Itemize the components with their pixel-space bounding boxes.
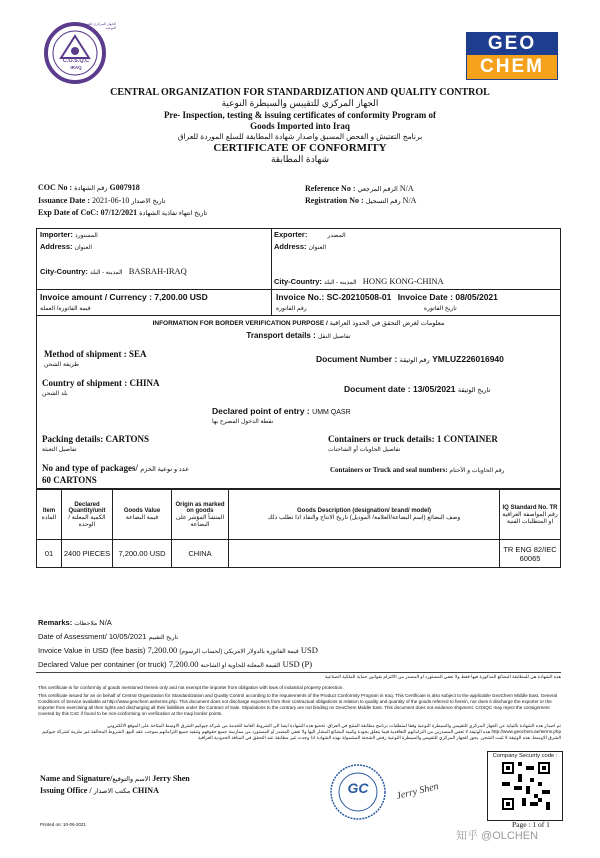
assessment-date-label: Date of Assessment/: [38, 632, 107, 641]
exporter-address-label-ar: العنوان: [308, 245, 326, 251]
col-value-label-ar: قيمة البضاعة: [125, 515, 159, 521]
cosqc-logo-country: IRAQ: [70, 65, 82, 70]
coc-number-label: COC No :: [38, 183, 73, 192]
border-verification-title: [36, 319, 561, 327]
invoice-usd-label: Invoice Value in USD (fee basis): [38, 646, 146, 655]
packing-details-line: [42, 434, 149, 444]
transport-details-line: [36, 331, 561, 340]
watermark-text: 知乎 @OLCHEN: [456, 830, 539, 842]
col-iq-label-ar: رقم المواصفة العراقية او المتطلبات الفنية: [502, 511, 558, 525]
issuance-date-label-ar: تاريخ الاصدار: [131, 198, 166, 205]
remarks-value: N/A: [99, 618, 112, 627]
page-number: Page : 1 of 1: [512, 820, 550, 829]
seal-numbers-label-ar: رقم الحاويات و الأختام: [449, 468, 505, 474]
row-iq-standard: TR ENG 82/IEC 60065: [500, 540, 561, 568]
expiry-date-line: [38, 208, 207, 217]
invoice-usd-line: [38, 645, 318, 655]
registration-number-label: Registration No :: [305, 196, 364, 205]
program-title-en-2: Goods Imported into Iraq: [250, 121, 350, 131]
packages-label-ar: عدد و نوعية الحزم: [140, 466, 190, 473]
importer-address-label: Address:: [40, 242, 73, 251]
packing-details-value: CARTONS: [105, 434, 150, 444]
geochem-logo: [466, 32, 558, 80]
containers-details-label-ar: تفاصيل الحاويات أو الشاحنات: [328, 447, 401, 453]
remarks-label: Remarks:: [38, 618, 73, 627]
shipment-method-label-ar: طريقة الشحن: [44, 362, 79, 368]
reference-number-label-ar: الرقم المرجعي: [357, 186, 398, 193]
certificate-title-en: CERTIFICATE OF CONFORMITY: [213, 142, 387, 154]
assessment-date-label-ar: تاريخ التقييم: [148, 635, 179, 641]
goods-table-header: [37, 490, 561, 540]
issuance-date-label: Issuance Date :: [38, 196, 90, 205]
issuance-date-line: [38, 196, 165, 205]
registration-number-line: [305, 196, 416, 205]
importer-label: Importer:: [40, 230, 73, 239]
program-title-ar: برنامج التفتيش و الفحص المسبق واصدار شهادة المطابقة للسلع الموردة للعراق: [177, 132, 423, 141]
exporter-address-label: Address:: [274, 242, 307, 251]
reference-number-line: [305, 184, 414, 193]
col-origin-label-ar: المنشأ المؤشر على البضاعة: [175, 514, 225, 528]
col-origin-header: [172, 490, 229, 540]
row-value: 7,200.00 USD: [113, 540, 172, 568]
border-verification-title-ar: معلومات لغرض التحقق في الحدود العراقية: [329, 320, 445, 327]
invoice-amount-label: Invoice amount / Currency :: [40, 292, 152, 302]
fine-print-arabic-2: تم اصدار هذه الشهادة بالنيابة عن الجهاز المركزي للتقييس والسيطرة النوعية وفقا لمتطلبات برنامج مطابقة المنتج في العراق. تخضع هذه الشهادة ايضا الى الشروط العامة للخدمة من شركة جيوكيم الشرق الاوسط المتاحة على الموقع الالكتروني http://www.geochem.ae/terms.php هذه الوثيقة لا تعفي المصدرين من التزاماتهم التعاقدية فيما يتعلق بجودة وكمية البضائع المشار اليها ولا تعفي المصدر او المستورد من ممارسة جميع حقوقهم وتنفيذ جميع التزاماتهم بموجب عقد البيع. الشروط المخالفة غير ملزمة لشركة جيوكيم الشرق الاوسط. هذه الوثيقة لا تثبت الشحن. يجوز للجهاز المركزي للتقييس والسيطرة النوعية رفض الشحنة المشمولة بهذه الشهادة اذا وجدت غير مطابقة عند التحقق في المنافذ الحدودية العراقية: [42, 723, 561, 740]
packing-details-label: Packing details:: [42, 434, 104, 444]
col-qty-label-ar: الكمية المعلنة / الوحدة: [68, 514, 106, 528]
shipment-country-value: CHINA: [129, 378, 160, 388]
exporter-city-label-ar: المدينه - البلد: [324, 280, 357, 286]
cosqc-logo-arabic: الجهاز المركزي للتقييس والسيطرة النوعية: [64, 22, 116, 30]
assessment-date-line: [38, 632, 178, 641]
security-code-label: Company Security code :: [492, 753, 558, 759]
org-title-ar: الجهاز المركزي للتقييس والسيطرة النوعية: [221, 98, 379, 108]
col-origin-label: Origin as marked on goods: [175, 501, 225, 514]
exporter-city-line: [274, 276, 444, 286]
containers-details-line: [328, 434, 498, 444]
geochem-logo-geo: GEO: [467, 33, 557, 55]
goods-table: [36, 489, 561, 568]
importer-label-ar: المستورد: [75, 233, 98, 239]
entry-point-label: Declared point of entry :: [212, 406, 310, 416]
containers-details-label: Containers or truck details:: [328, 434, 435, 444]
border-verification-title-en: INFORMATION FOR BORDER VERIFICATION PURPOSE /: [152, 320, 328, 327]
entry-point-value: UMM QASR: [312, 409, 351, 416]
program-title-en-1: Pre- Inspection, testing & issuing certificates of conformity Program of: [163, 110, 437, 120]
cosqc-logo: [34, 22, 116, 84]
issuing-office-line: [40, 786, 159, 795]
col-value-header: [113, 490, 172, 540]
document-date-line: [344, 384, 490, 394]
invoice-number-label-ar: رقم الفاتورة: [276, 306, 307, 312]
invoice-usd-label-ar: قيمة الفاتورة بالدولار الامريكي (لحساب الرسوم): [179, 649, 299, 655]
invoice-amount-label-ar: قيمة الفاتورة/ العملة: [40, 306, 91, 312]
declared-value-value: 7,200.00 USD (P): [168, 659, 313, 669]
coc-number-label-ar: رقم الشهادة: [74, 185, 108, 192]
issuing-office-label-ar: مكتب الاصدار: [93, 788, 131, 795]
printed-on-date: Printed on: 10-06-2021: [40, 822, 87, 827]
declared-value-line: [38, 659, 312, 669]
col-item-header: [37, 490, 62, 540]
exporter-city-label: City-Country:: [274, 277, 322, 286]
fine-print-english-1: This certificate is for conformity of goods mentioned therein only and not exempt the importer from obligation with lows of industrial property protection.: [38, 685, 344, 690]
company-stamp-mark: GC: [347, 780, 369, 796]
reference-number-value: N/A: [399, 184, 414, 193]
importer-city-value: BASRAH-IRAQ: [128, 266, 187, 276]
invoice-usd-value: 7,200.00 USD: [147, 645, 318, 655]
col-iq-label: IQ Standard No. TR: [502, 504, 558, 511]
entry-point-label-ar: نقطة الدخول المصرح بها: [212, 419, 274, 425]
remarks-label-ar: ملاحظات: [74, 621, 98, 627]
importer-line: [40, 230, 98, 239]
shipment-method-value: SEA: [129, 349, 147, 359]
exporter-line: [274, 230, 346, 239]
col-iq-header: [500, 490, 561, 540]
col-desc-header: [229, 490, 500, 540]
expiry-date-value: 07/12/2021: [100, 208, 138, 217]
containers-details-value: 1 CONTAINER: [436, 434, 498, 444]
row-origin: CHINA: [172, 540, 229, 568]
invoice-number-value: SC-20210508-01: [326, 292, 392, 302]
packages-value: 60 CARTONS: [42, 475, 97, 485]
expiry-date-label-ar: تاريخ انتهاء نفاذية الشهادة: [139, 210, 208, 217]
shipment-method-line: [44, 349, 147, 359]
invoice-amount-value: 7,200.00 USD: [154, 292, 208, 302]
importer-address-label-ar: العنوان: [74, 245, 92, 251]
exporter-address-line: [274, 242, 326, 251]
col-value-label: Goods Value: [123, 508, 161, 514]
importer-city-label-ar: المدينه - البلد: [90, 270, 123, 276]
qr-code-icon: [502, 762, 550, 810]
invoice-amount-line: [40, 292, 208, 302]
col-desc-label-ar: وصف البضائع (اسم البضاعة/العلامة/ الموديل) تاريخ الانتاج والنفاذ اذا تطلب ذلك: [267, 515, 461, 521]
document-number-label: Document Number :: [316, 354, 398, 364]
entry-point-line: [212, 406, 351, 416]
geochem-logo-chem: CHEM: [467, 55, 557, 79]
shipment-country-line: [42, 378, 160, 388]
packages-label: No and type of packages/: [42, 463, 139, 473]
packages-line: [42, 463, 189, 473]
assessment-date-value: 10/05/2021: [108, 632, 147, 641]
table-row: [37, 540, 561, 568]
invoice-date-label-ar: تاريخ الفاتورة: [424, 306, 457, 312]
declared-value-label: Declared Value per container (or truck): [38, 660, 167, 669]
signature-name-label: Name and Signature/: [40, 774, 113, 783]
col-desc-label: Goods Description (designation/ brand/ model): [296, 508, 431, 514]
document-number-line: [316, 354, 504, 364]
exporter-label: Exporter:: [274, 230, 308, 239]
invoice-number-line: [276, 292, 498, 302]
exporter-label-ar: المصدر: [327, 233, 346, 239]
document-date-label-ar: تاريخ الوثيقة: [457, 387, 491, 394]
coc-number-value: G007918: [109, 183, 140, 192]
signature-name-value: Jerry Shen: [152, 774, 190, 783]
document-date-label: Document date :: [344, 384, 411, 394]
row-qty: 2400 PIECES: [62, 540, 113, 568]
certificate-title-ar: شهادة المطابقة: [270, 154, 330, 164]
invoice-date-label: Invoice Date :: [397, 292, 453, 302]
issuing-office-value: CHINA: [132, 786, 159, 795]
seal-numbers-line: [330, 466, 504, 474]
divider-line: [36, 672, 561, 673]
col-item-label-ar: المادة: [41, 515, 57, 521]
exporter-city-value: HONG KONG-CHINA: [362, 276, 444, 286]
expiry-date-label: Exp Date of CoC:: [38, 208, 99, 217]
registration-number-label-ar: رقم التسجيل: [365, 198, 401, 205]
transport-details-label-ar: تفاصيل النقل: [318, 334, 351, 340]
importer-city-label: City-Country:: [40, 267, 88, 276]
col-qty-label: Declared Quantity/unit: [68, 501, 106, 514]
seal-numbers-label: Containers or Truck and seal numbers:: [330, 466, 448, 474]
row-description: [229, 540, 500, 568]
handwritten-signature: Jerry Shen: [395, 780, 440, 803]
row-item: 01: [37, 540, 62, 568]
importer-city-line: [40, 266, 187, 276]
declared-value-label-ar: القيمة المعلنة للحاوية او الشاحنة: [200, 663, 281, 669]
remarks-line: [38, 618, 112, 627]
importer-address-line: [40, 242, 92, 251]
shipment-method-label: Method of shipment :: [44, 349, 127, 359]
document-number-label-ar: رقم الوثيقة: [399, 357, 430, 364]
col-item-label: Item: [42, 508, 56, 514]
document-number-value: YMLUZ226016940: [432, 354, 504, 364]
transport-details-label: Transport details :: [246, 331, 316, 340]
reference-number-label: Reference No :: [305, 184, 356, 193]
invoice-date-value: 08/05/2021: [455, 292, 498, 302]
invoice-number-label: Invoice No.:: [276, 292, 325, 302]
org-title-en: CENTRAL ORGANIZATION FOR STANDARDIZATION AND QUALITY CONTROL: [110, 87, 490, 98]
col-qty-header: [62, 490, 113, 540]
signature-name-label-ar: الاسم والتوقيع: [112, 776, 151, 783]
cosqc-logo-text: C.O.S.Q.C: [62, 58, 90, 64]
issuing-office-label: Issuing Office /: [40, 786, 92, 795]
fine-print-arabic-1: هذه الشهادة هي للمطابقة البضائع المذكورة فيها فقط ولا تعفي المستورد او المصدر من الالتزام بقوانين حماية الملكية الصناعية: [324, 674, 561, 679]
packing-details-label-ar: تفاصيل التعبئة: [42, 447, 77, 453]
fine-print-english-2: This certificate issued for an on behalf of Central Organization for Standardization and Quality Control according to the requirements of the Product Conformity Program in Iraq. This Certificate is also subject to the applicable GeoChem Middle East. General Conditions of Service available at http://www.geochem.ae/terms.php. This document does not discharge exporters from their contractual obligations in relation to quality and quantity of the goods referred to herein, nor does it discharge the exporter or the importer from exercising all their rights and discharging all their liabilities under the Contract of Sale. Stipulations to the contrary are not binding on GeoChem Middle East. This document does not evidence shipment. COSQC may reject the consignment covered by this CoC if found to be non-conforming on verification at the Iraqi border points.: [38, 693, 558, 716]
registration-number-value: N/A: [402, 196, 417, 205]
shipment-country-label: Country of shipment :: [42, 378, 128, 388]
coc-number-line: [38, 183, 140, 192]
shipment-country-label-ar: بلد الشحن: [42, 391, 68, 397]
issuance-date-value: 10-06-2021: [92, 196, 130, 205]
document-date-value: 13/05/2021: [412, 384, 456, 394]
signature-name-line: [40, 774, 190, 783]
